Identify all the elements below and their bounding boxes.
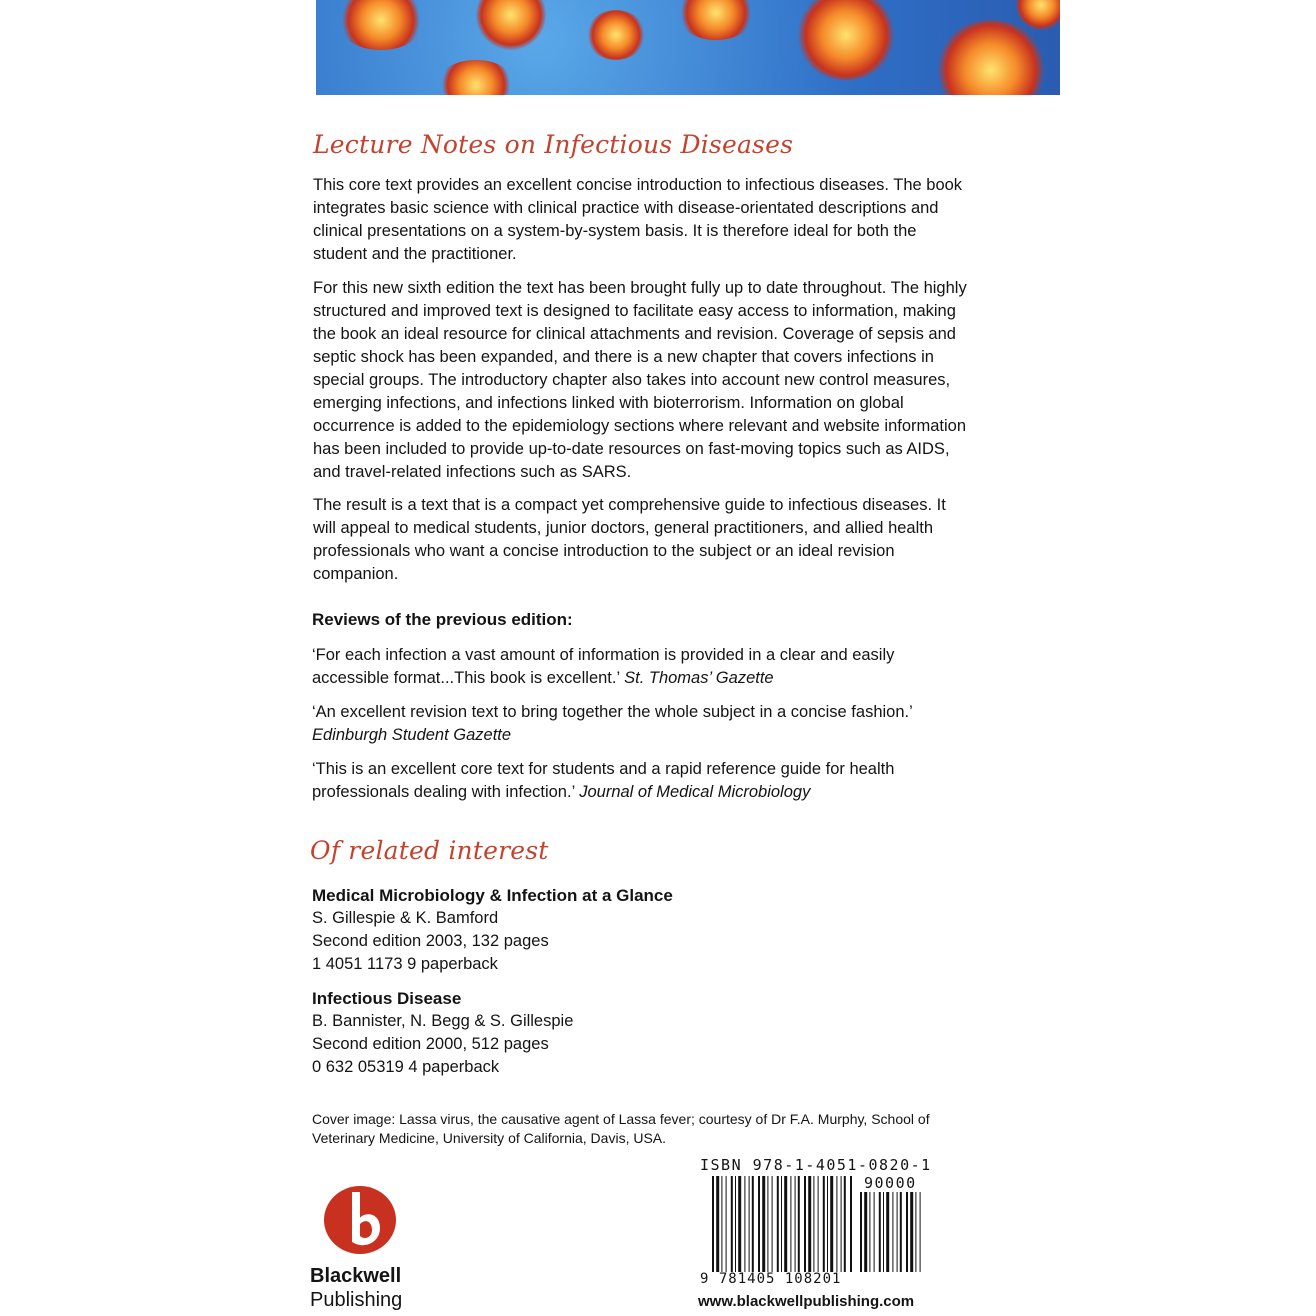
related-heading: Of related interest	[310, 836, 549, 865]
review-source: St. Thomas’ Gazette	[624, 669, 774, 687]
isbn-barcode	[712, 1176, 852, 1272]
description-paragraph-2: For this new sixth edition the text has been brought fully up to date throughout. The highly structured and improved text is designed to facilitate easy access to information, making the book an ideal resource for clinical attachments and revision. Coverage of sepsis and septic shock has been expanded, and there is a new chapter that covers infections in special groups. The introductory chapter also takes into account new control measures, emerging infections, and infections linked with bioterrorism. Information on global occurrence is added to the epidemiology sections where relevant and website information has been included to provide up-to-date resources on fast-moving topics such as AIDS, and travel-related infections such as SARS.	[313, 279, 967, 481]
description-paragraph-3: The result is a text that is a compact yet comprehensive guide to infectious diseases. It will appeal to medical students, junior doctors, general practitioners, and allied health professionals who want a concise introduction to the subject or an ideal revision companion.	[313, 496, 946, 583]
related-book-authors: S. Gillespie & K. Bamford	[312, 909, 499, 927]
publisher-subname: Publishing	[310, 1289, 403, 1311]
review-source: Journal of Medical Microbiology	[579, 783, 811, 801]
publisher-website[interactable]: www.blackwellpublishing.com	[698, 1293, 915, 1310]
reviews-heading: Reviews of the previous edition:	[312, 610, 573, 629]
review-quote-text: ‘An excellent revision text to bring together the whole subject in a concise fashion.’	[312, 703, 913, 721]
description-paragraph-1: This core text provides an excellent concise introduction to infectious diseases. The book integrates basic science with clinical practice with disease-orientated descriptions and clinical presentations on a system-by-system basis. It is therefore ideal for both the student and the practitioner.	[313, 176, 963, 263]
related-book-authors: B. Bannister, N. Begg & S. Gillespie	[312, 1012, 574, 1030]
review-source: Edinburgh Student Gazette	[312, 726, 512, 744]
addon-barcode	[860, 1192, 926, 1272]
review-quote-text: ‘For each infection a vast amount of information is provided in a clear and easily accessible format...This book is excellent.’	[312, 646, 895, 687]
related-book-edition: Second edition 2003, 132 pages	[312, 932, 549, 950]
related-book-isbn: 1 4051 1173 9 paperback	[312, 955, 498, 973]
related-book	[312, 987, 812, 1079]
book-title: Lecture Notes on Infectious Diseases	[313, 130, 794, 159]
isbn-label: ISBN 978-1-4051-0820-1	[700, 1156, 932, 1174]
review-quote-text: ‘This is an excellent core text for students and a rapid reference guide for health professionals dealing with infection.’	[312, 760, 895, 801]
price-code: 90000	[864, 1174, 917, 1192]
cover-credit: Cover image: Lassa virus, the causative agent of Lassa fever; courtesy of Dr F.A. Murphy, School of Veterinary Medicine, University of California, Davis, USA.	[312, 1111, 930, 1146]
review-quote	[312, 701, 972, 747]
related-book	[312, 884, 812, 976]
related-book-isbn: 0 632 05319 4 paperback	[312, 1058, 500, 1076]
related-book-title: Medical Microbiology & Infection at a Glance	[312, 886, 673, 905]
related-book-title: Infectious Disease	[312, 989, 462, 1008]
publisher-name: Blackwell	[310, 1265, 402, 1287]
barcode-number: 9 781405 108201	[700, 1271, 842, 1287]
cover-image-strip	[316, 0, 1060, 95]
review-quote	[312, 644, 972, 690]
related-book-edition: Second edition 2000, 512 pages	[312, 1035, 549, 1053]
review-quote	[312, 758, 972, 804]
blackwell-logo-icon	[322, 1184, 398, 1256]
